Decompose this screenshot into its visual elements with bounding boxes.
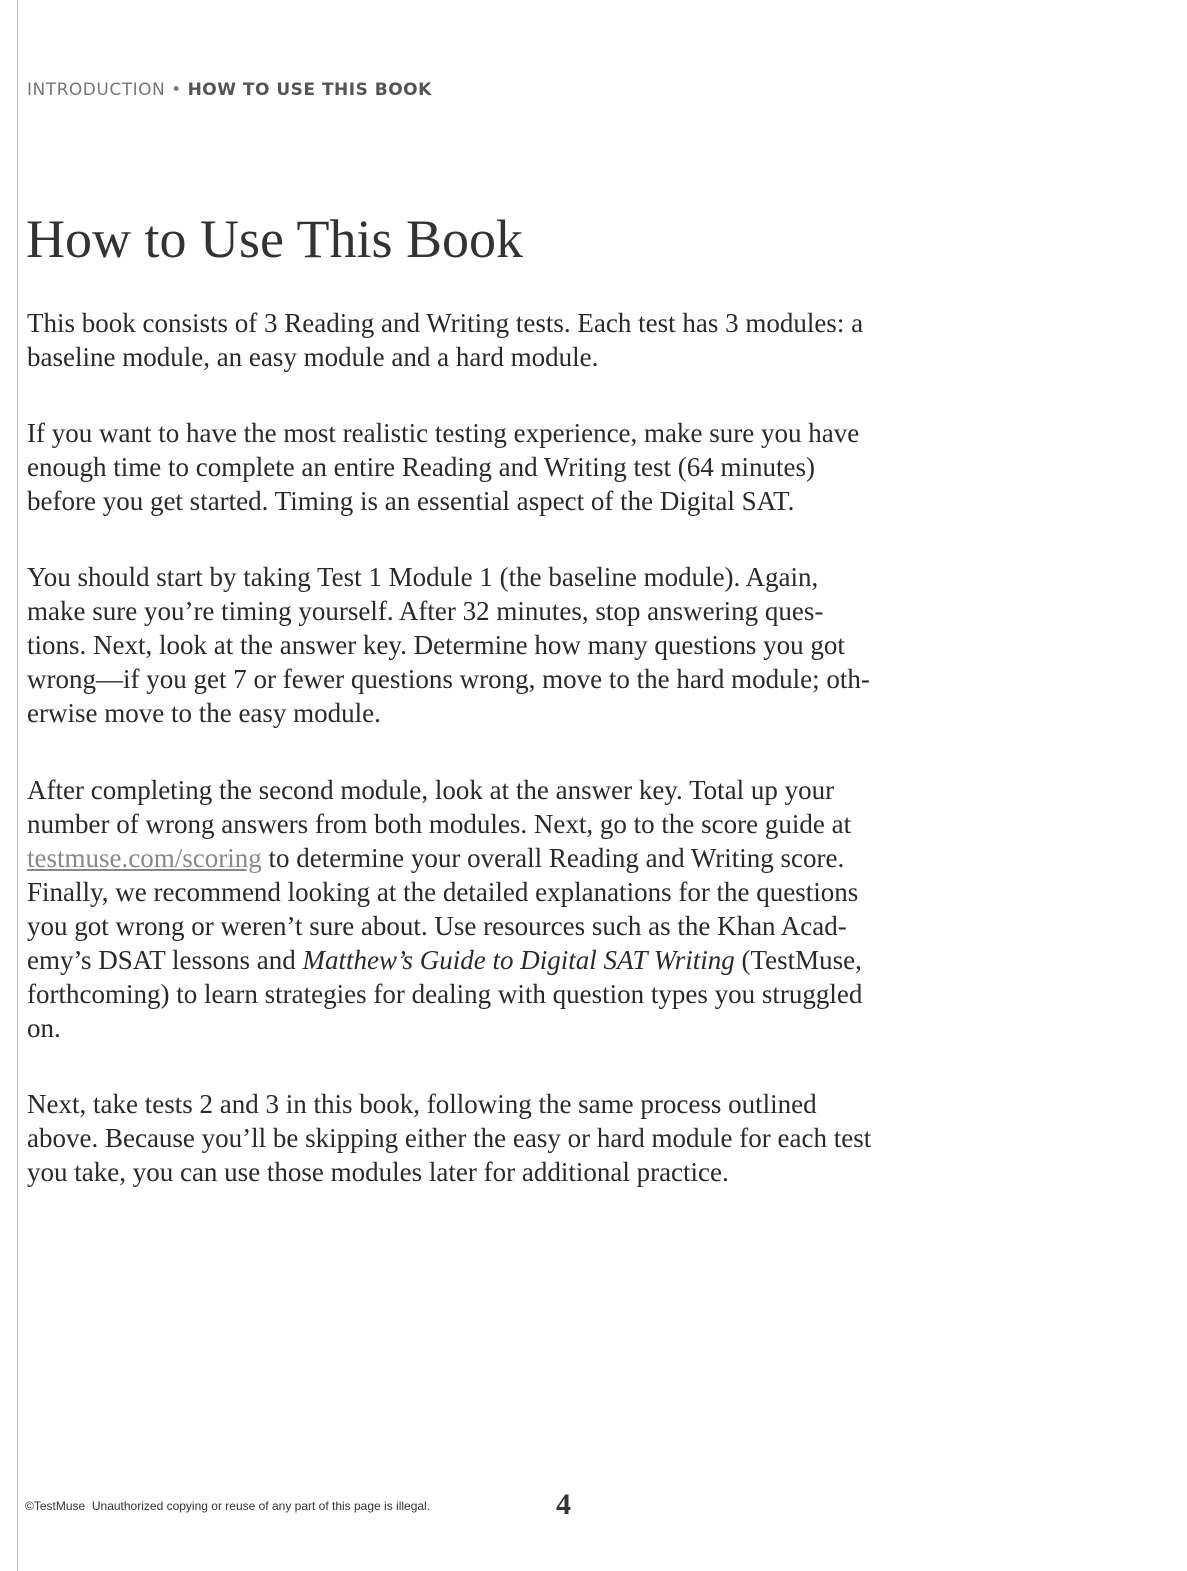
paragraph-2 [27, 416, 859, 518]
text-line: Finally, we recommend looking at the detailed explanations for the questions [27, 877, 859, 907]
running-header [27, 80, 432, 100]
paragraph-4 [27, 773, 862, 1045]
text-line: you got wrong or weren’t sure about. Use resources such as the Khan Acad- [27, 911, 847, 941]
chapter-label: HOW TO USE THIS BOOK [187, 80, 432, 100]
copyright-notice: ©TestMuse Unauthorized copying or reuse of any part of this page is illegal. [25, 1499, 431, 1513]
text-segment: emy’s DSAT lessons and [27, 945, 303, 975]
scoring-link[interactable]: testmuse.com/scoring [27, 843, 262, 873]
text-line: Next, take tests 2 and 3 in this book, following the same process outlined [27, 1089, 817, 1119]
page-number: 4 [556, 1488, 571, 1521]
page-title: How to Use This Book [26, 209, 524, 269]
text-line: you take, you can use those modules later for additional practice. [27, 1157, 729, 1187]
paragraph-3 [27, 560, 870, 730]
text-line: make sure you’re timing yourself. After 32 minutes, stop answering ques- [27, 596, 824, 626]
text-line [27, 841, 862, 875]
text-line: forthcoming) to learn strategies for dealing with question types you struggled [27, 979, 863, 1009]
text-segment: to determine your overall Reading and Writing score. [261, 843, 845, 873]
paragraph-1 [27, 306, 863, 374]
text-line: above. Because you’ll be skipping either the easy or hard module for each test [27, 1123, 872, 1153]
paragraph-5 [27, 1087, 871, 1189]
text-line: wrong—if you get 7 or fewer questions wrong, move to the hard module; oth- [27, 664, 870, 694]
section-label: INTRODUCTION [27, 80, 166, 100]
text-line: before you get started. Timing is an essential aspect of the Digital SAT. [27, 486, 795, 516]
text-line: baseline module, an easy module and a hard module. [27, 342, 599, 372]
separator: • [171, 80, 182, 100]
text-line: enough time to complete an entire Reading and Writing test (64 minutes) [27, 452, 815, 482]
text-line: erwise move to the easy module. [27, 698, 381, 728]
text-line: You should start by taking Test 1 Module 1 (the baseline module). Again, [27, 562, 819, 592]
text-line: on. [27, 1013, 61, 1043]
text-line: This book consists of 3 Reading and Writing tests. Each test has 3 modules: a [27, 308, 864, 338]
text-line: number of wrong answers from both modules. Next, go to the score guide at [27, 809, 852, 839]
text-line: After completing the second module, look at the answer key. Total up your [27, 775, 835, 805]
book-title: Matthew’s Guide to Digital SAT Writing [302, 945, 735, 975]
text-line: tions. Next, look at the answer key. Determine how many questions you got [27, 630, 845, 660]
text-line: If you want to have the most realistic testing experience, make sure you have [27, 418, 860, 448]
text-segment: (TestMuse, [734, 945, 862, 975]
page-edge [17, 0, 18, 1571]
text-line [27, 943, 862, 977]
